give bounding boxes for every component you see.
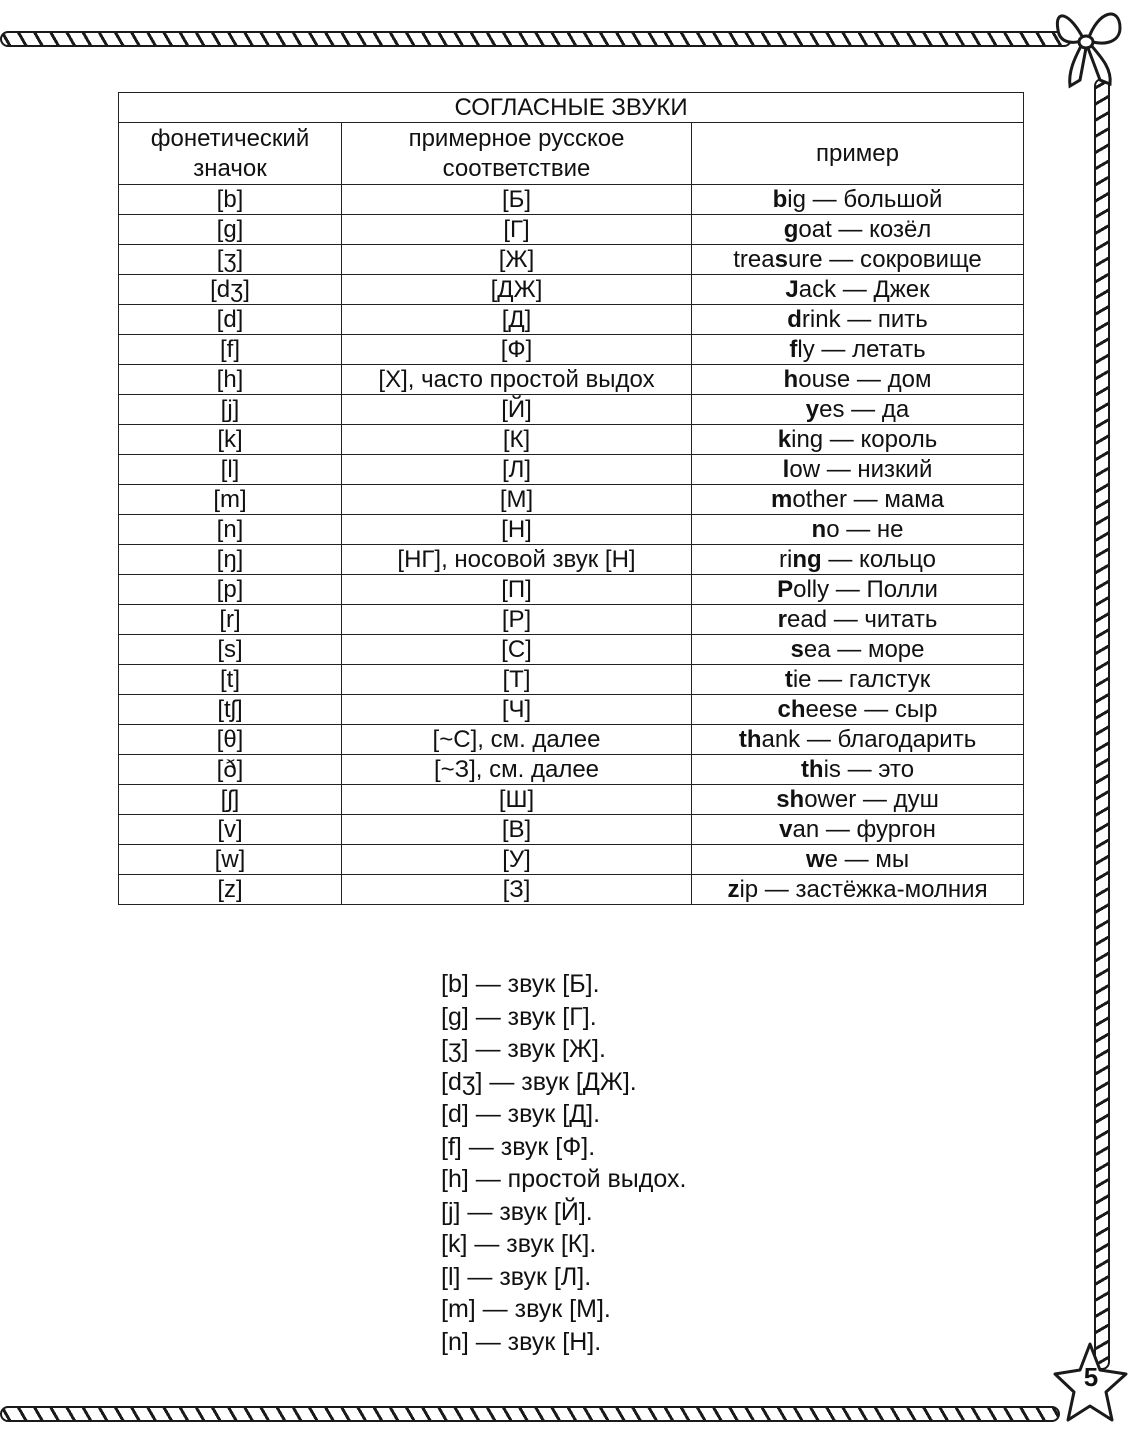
example-translation: козёл (869, 216, 932, 243)
sound-description: [n] — звук [Н]. (441, 1327, 602, 1356)
symbol-cell: [f] (119, 335, 342, 365)
example-word-end: ure (787, 246, 823, 273)
russian-cell: [Ш] (342, 785, 692, 815)
example-translation: застёжка-молния (795, 876, 988, 903)
table-row (119, 815, 1024, 845)
table-row (119, 725, 1024, 755)
russian-cell: [З] (342, 875, 692, 905)
symbol-cell: [ʒ] (119, 245, 342, 275)
example-cell (692, 695, 1024, 725)
header-example: пример (692, 123, 1024, 185)
example-translation: сокровище (859, 246, 982, 273)
sound-description: [h] — простой выдох. (441, 1165, 687, 1193)
example-translation: сыр (894, 696, 938, 723)
sound-description: [m] — звук [М]. (441, 1295, 611, 1323)
russian-cell: [Г] (342, 215, 692, 245)
example-cell (692, 215, 1024, 245)
example-highlight: y (805, 396, 820, 423)
symbol-cell: [d] (119, 305, 342, 335)
example-word-start: ri (779, 546, 793, 573)
example-highlight: w (805, 846, 825, 873)
table-row (119, 305, 1024, 335)
example-dash: — (823, 426, 861, 453)
example-dash: — (857, 696, 895, 723)
example-dash: — (814, 336, 853, 363)
star-icon (1052, 1336, 1129, 1449)
symbol-cell: [s] (119, 635, 342, 665)
example-cell (692, 245, 1024, 275)
example-cell (692, 815, 1024, 845)
rope-border-top (0, 31, 1072, 47)
example-highlight: J (785, 276, 799, 303)
table-row (119, 275, 1024, 305)
example-translation: большой (843, 186, 943, 213)
russian-cell: [М] (342, 485, 692, 515)
table-row (119, 485, 1024, 515)
example-dash: — (811, 666, 849, 693)
sound-description: [k] — звук [К]. (441, 1230, 597, 1258)
example-dash: — (844, 396, 882, 423)
symbol-cell: [tʃ] (119, 695, 342, 725)
russian-cell: [ДЖ] (342, 275, 692, 305)
example-dash: — (829, 576, 867, 603)
sound-description: [j] — звук [Й]. (441, 1197, 593, 1226)
symbol-cell: [n] (119, 515, 342, 545)
header-russian: примерное русское соответствие (342, 123, 692, 185)
symbol-cell: [k] (119, 425, 342, 455)
example-word-end: ig (787, 186, 806, 213)
symbol-cell: [v] (119, 815, 342, 845)
consonants-table (118, 92, 1024, 905)
symbol-cell: [t] (119, 665, 342, 695)
table-row (119, 395, 1024, 425)
sound-description: [ʒ] — звук [Ж]. (441, 1035, 606, 1063)
header-symbol: фонетический значок (119, 123, 342, 185)
example-highlight: t (784, 666, 793, 693)
russian-cell: [НГ], носовой звук [Н] (342, 545, 692, 575)
table-row (119, 575, 1024, 605)
example-translation: да (881, 396, 910, 423)
example-highlight: ng (792, 546, 822, 573)
example-dash: — (856, 786, 894, 813)
example-translation: море (867, 636, 925, 663)
table-row (119, 365, 1024, 395)
example-cell (692, 365, 1024, 395)
example-cell (692, 575, 1024, 605)
table-row (119, 605, 1024, 635)
symbol-cell: [j] (119, 395, 342, 425)
example-dash: — (836, 276, 874, 303)
table-row (119, 665, 1024, 695)
example-dash: — (820, 456, 858, 483)
symbol-cell: [ŋ] (119, 545, 342, 575)
example-dash: — (830, 636, 868, 663)
example-highlight: g (783, 216, 799, 243)
example-word-end: ower (804, 786, 857, 813)
example-dash: — (822, 246, 860, 273)
example-word-end: e (824, 846, 838, 873)
example-word-end: rink (801, 306, 841, 333)
example-cell (692, 455, 1024, 485)
sound-description: [b] — звук [Б]. (441, 970, 600, 998)
example-word-end: o (826, 516, 840, 543)
example-cell (692, 515, 1024, 545)
russian-cell: [Д] (342, 305, 692, 335)
example-cell (692, 425, 1024, 455)
russian-cell: [Ж] (342, 245, 692, 275)
table-row (119, 515, 1024, 545)
table-row (119, 875, 1024, 905)
table-header-row (119, 123, 1024, 185)
example-dash: — (837, 846, 876, 873)
example-highlight: s (774, 246, 788, 273)
russian-cell: [~З], см. далее (342, 755, 692, 785)
example-translation: кольцо (859, 546, 936, 573)
table-row (119, 785, 1024, 815)
example-highlight: d (787, 306, 802, 333)
russian-cell: [Ч] (342, 695, 692, 725)
rope-border-bottom (0, 1406, 1060, 1422)
example-translation: Полли (866, 576, 938, 603)
example-cell (692, 875, 1024, 905)
table-row (119, 425, 1024, 455)
symbol-cell: [w] (119, 845, 342, 875)
example-highlight: th (738, 726, 762, 753)
table-row (119, 335, 1024, 365)
example-translation: Джек (873, 276, 930, 303)
example-cell (692, 845, 1024, 875)
example-dash: — (847, 486, 885, 513)
sound-description: [f] — звук [Ф]. (441, 1132, 596, 1161)
example-highlight: P (777, 576, 794, 603)
example-dash: — (821, 546, 860, 573)
rope-border-right (1094, 78, 1110, 1370)
russian-cell: [Л] (342, 455, 692, 485)
example-cell (692, 725, 1024, 755)
example-dash: — (839, 516, 877, 543)
symbol-cell: [r] (119, 605, 342, 635)
example-translation: читать (864, 606, 938, 633)
russian-cell: [Й] (342, 395, 692, 425)
example-dash: — (850, 366, 888, 393)
example-word-end: es (819, 396, 845, 423)
example-dash: — (758, 876, 796, 903)
example-cell (692, 635, 1024, 665)
example-dash: — (805, 186, 844, 213)
example-word-end: is (823, 756, 841, 783)
symbol-cell: [m] (119, 485, 342, 515)
sound-description: [g] — звук [Г]. (441, 1002, 597, 1031)
russian-cell: [П] (342, 575, 692, 605)
example-highlight: ch (777, 696, 806, 723)
table-title: СОГЛАСНЫЕ ЗВУКИ (119, 93, 1024, 123)
example-translation: благодарить (837, 726, 977, 753)
symbol-cell: [g] (119, 215, 342, 245)
example-highlight: th (800, 756, 824, 783)
symbol-cell: [θ] (119, 725, 342, 755)
symbol-cell: [z] (119, 875, 342, 905)
table-row (119, 455, 1024, 485)
table-title-row (119, 93, 1024, 123)
example-word-end: other (792, 486, 848, 513)
example-highlight: f (789, 336, 798, 363)
symbol-cell: [l] (119, 455, 342, 485)
table-row (119, 845, 1024, 875)
table-row (119, 185, 1024, 215)
example-translation: летать (852, 336, 926, 363)
russian-cell: [Н] (342, 515, 692, 545)
example-cell (692, 395, 1024, 425)
example-highlight: r (777, 606, 788, 633)
example-word-end: ie (792, 666, 812, 693)
table-row (119, 245, 1024, 275)
example-cell (692, 755, 1024, 785)
example-cell (692, 185, 1024, 215)
russian-cell: [Б] (342, 185, 692, 215)
example-word-end: eese (805, 696, 858, 723)
table-row (119, 755, 1024, 785)
table-row (119, 545, 1024, 575)
example-dash: — (840, 306, 878, 333)
example-highlight: h (783, 366, 799, 393)
example-cell (692, 665, 1024, 695)
example-word-end: ank (761, 726, 801, 753)
symbol-cell: [ð] (119, 755, 342, 785)
example-translation: мама (884, 486, 945, 513)
example-translation: душ (893, 786, 939, 813)
example-word-end: ow (789, 456, 821, 483)
russian-cell: [В] (342, 815, 692, 845)
symbol-cell: [ʃ] (119, 785, 342, 815)
example-translation: пить (877, 306, 928, 333)
symbol-cell: [p] (119, 575, 342, 605)
example-highlight: m (770, 486, 793, 513)
example-cell (692, 335, 1024, 365)
example-dash: — (831, 216, 870, 243)
example-translation: низкий (857, 456, 933, 483)
sound-description-list (441, 968, 686, 1358)
example-word-end: oat (798, 216, 832, 243)
example-word-end: ea (803, 636, 831, 663)
example-translation: это (878, 756, 915, 783)
russian-cell: [Х], часто простой выдох (342, 365, 692, 395)
russian-cell: [Т] (342, 665, 692, 695)
example-translation: дом (887, 366, 932, 393)
example-cell (692, 545, 1024, 575)
symbol-cell: [b] (119, 185, 342, 215)
example-word-start: trea (733, 246, 775, 273)
example-highlight: n (811, 516, 827, 543)
example-highlight: l (782, 456, 790, 483)
example-highlight: sh (776, 786, 805, 813)
page-number: 5 (1083, 1362, 1099, 1392)
example-highlight: z (727, 876, 740, 903)
russian-cell: [Р] (342, 605, 692, 635)
example-translation: не (876, 516, 904, 543)
example-translation: король (860, 426, 938, 453)
russian-cell: [С] (342, 635, 692, 665)
table-row (119, 695, 1024, 725)
table-row (119, 215, 1024, 245)
example-word-end: ly (797, 336, 815, 363)
example-highlight: b (772, 186, 788, 213)
table-body (119, 185, 1024, 905)
sound-description: [dʒ] — звук [ДЖ]. (441, 1067, 637, 1096)
example-dash: — (840, 756, 879, 783)
sound-description: [l] — звук [Л]. (441, 1262, 592, 1291)
example-highlight: s (790, 636, 804, 663)
example-cell (692, 605, 1024, 635)
example-translation: фургон (856, 816, 936, 843)
example-cell (692, 785, 1024, 815)
example-word-end: ead (787, 606, 828, 633)
example-translation: мы (875, 846, 910, 873)
example-word-end: an (792, 816, 820, 843)
example-dash: — (819, 816, 857, 843)
symbol-cell: [dʒ] (119, 275, 342, 305)
example-word-end: olly (793, 576, 830, 603)
example-cell (692, 275, 1024, 305)
symbol-cell: [h] (119, 365, 342, 395)
russian-cell: [Ф] (342, 335, 692, 365)
russian-cell: [У] (342, 845, 692, 875)
table-row (119, 635, 1024, 665)
example-cell (692, 485, 1024, 515)
example-highlight: k (777, 426, 792, 453)
russian-cell: [~С], см. далее (342, 725, 692, 755)
example-word-end: ouse (798, 366, 851, 393)
bow-icon (1040, 0, 1129, 90)
example-word-end: ack (798, 276, 837, 303)
example-translation: галстук (848, 666, 931, 693)
sound-description: [d] — звук [Д]. (441, 1100, 601, 1128)
example-dash: — (827, 606, 865, 633)
example-dash: — (800, 726, 838, 753)
russian-cell: [К] (342, 425, 692, 455)
example-word-end: ing (791, 426, 824, 453)
example-cell (692, 305, 1024, 335)
example-word-end: ip (739, 876, 759, 903)
example-highlight: v (779, 816, 793, 843)
